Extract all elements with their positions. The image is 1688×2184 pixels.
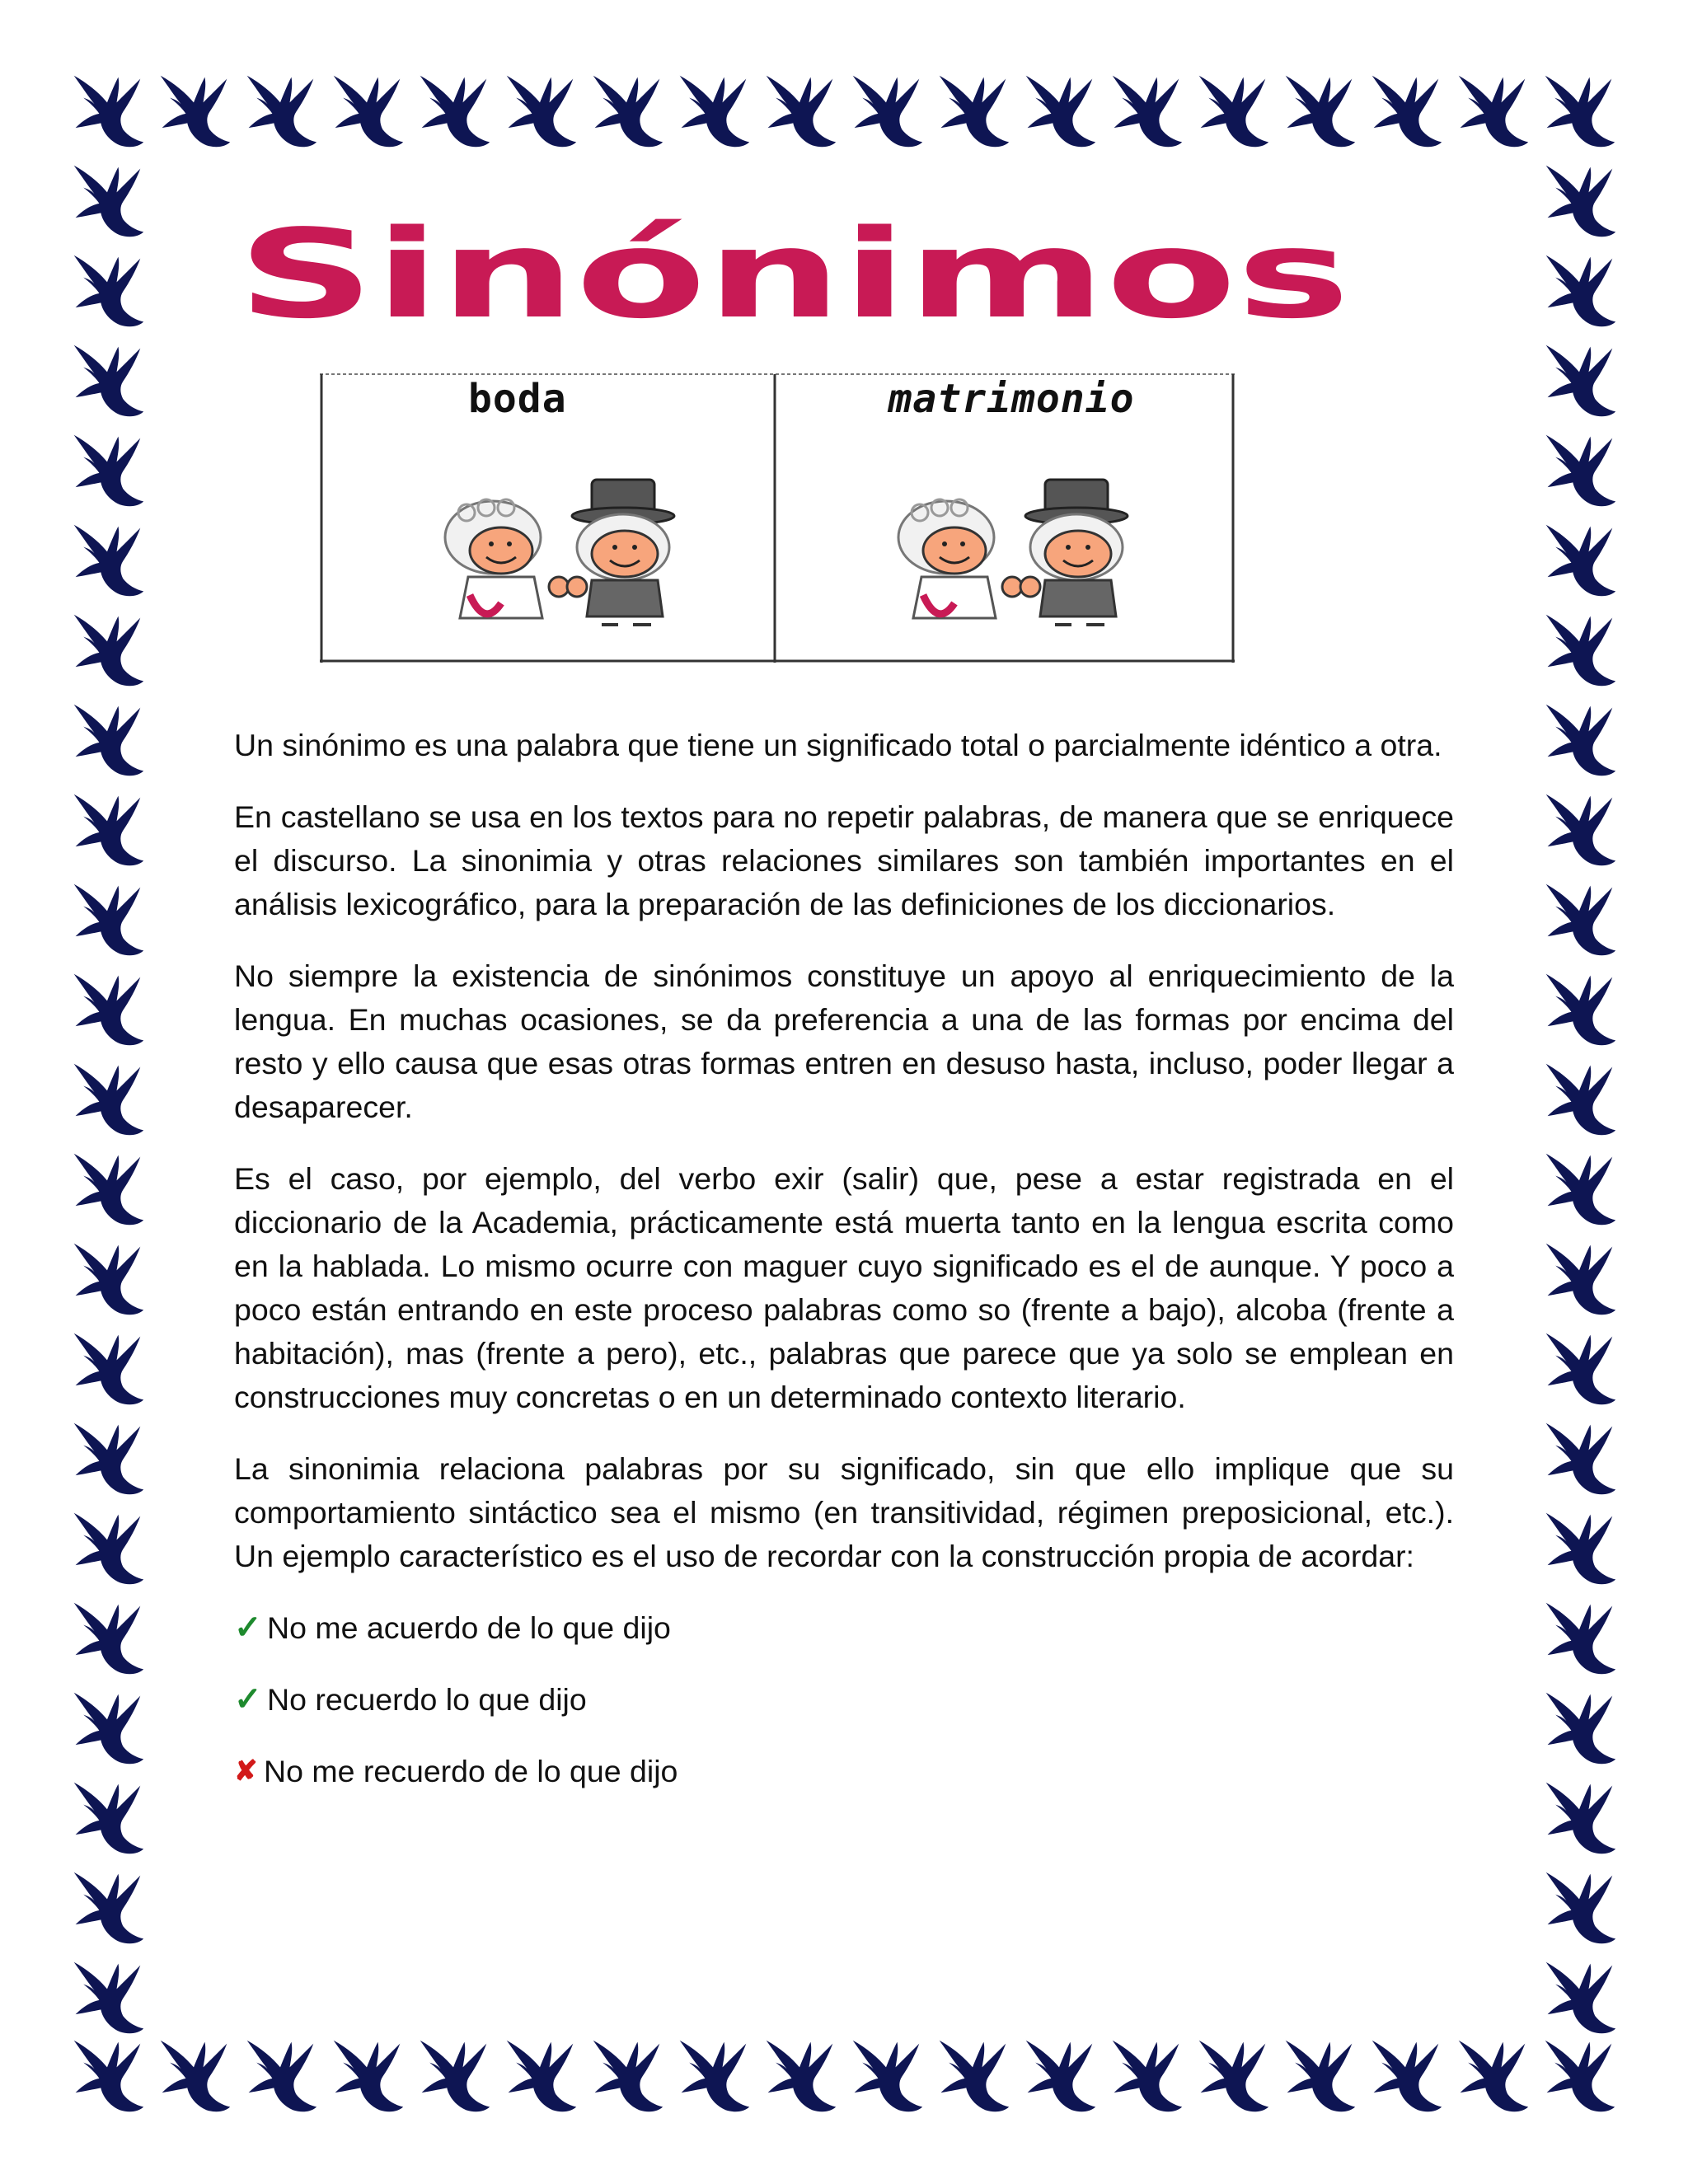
swallow-icon [161, 76, 230, 147]
article-body [234, 724, 1454, 1821]
page-title-text: Sinónimos [237, 213, 1350, 344]
swallow-icon [1546, 166, 1615, 237]
swallow-icon [74, 1513, 143, 1584]
swallow-icon [74, 76, 143, 147]
paragraph-definition: Un sinónimo es una palabra que tiene un significado total o parcialmente idéntico a otra. [234, 728, 1442, 762]
swallow-icon [1026, 2041, 1095, 2111]
swallow-icon [74, 166, 143, 237]
paragraph-disuse: No siempre la existencia de sinónimos constituye un apoyo al enriquecimiento de la lengua. En muchas ocasiones, se da preferencia a una de las formas por encima del resto y ello causa que esas otras formas entren en desuso hasta, incluso, poder llegar a desaparecer. [234, 958, 1454, 1124]
swallow-icon [680, 76, 749, 147]
cross-icon: ✘ [234, 1755, 258, 1787]
swallow-icon [74, 974, 143, 1045]
swallow-icon [853, 76, 922, 147]
swallow-icon [74, 1783, 143, 1854]
swallow-icon [1286, 76, 1355, 147]
swallow-icon [1546, 1693, 1615, 1764]
swallow-icon [1545, 76, 1615, 147]
swallow-icon [74, 615, 143, 686]
swallow-icon [1113, 2041, 1182, 2111]
swallow-icon [1546, 705, 1615, 776]
swallow-icon [1546, 1962, 1615, 2033]
swallow-icon [1546, 525, 1615, 596]
example-item [234, 1678, 1454, 1722]
swallow-icon [74, 345, 143, 416]
swallow-icon [247, 2041, 316, 2111]
swallow-icon [74, 1872, 143, 1943]
swallow-icon [767, 76, 836, 147]
example-text: No me acuerdo de lo que dijo [267, 1610, 671, 1645]
swallow-icon [507, 2041, 576, 2111]
swallow-icon [1546, 345, 1615, 416]
swallow-icon [1459, 76, 1528, 147]
example-text: No recuerdo lo que dijo [267, 1682, 587, 1717]
paragraph-examples: Es el caso, por ejemplo, del verbo exir (salir) que, pese a estar registrada en el diccionario de la Academia, prácticamente está muerta tanto en la lengua escrita como en la hablada. Lo mismo ocurre con maguer cuyo significado es el de aunque. Y poco a poco están entrando en este proceso palabras como so (frente a bajo), alcoba (frente a habitación), mas (frente a pero), etc., palabras que parece que ya solo se emplean en construcciones muy concretas o en un determinado contexto literario. [234, 1161, 1454, 1414]
swallow-icon [334, 76, 403, 147]
swallow-icon [74, 1603, 143, 1674]
page-title [234, 213, 1355, 344]
swallow-icon [74, 1244, 143, 1315]
swallow-icon [420, 2041, 490, 2111]
swallow-icon [74, 794, 143, 865]
swallow-icon [1546, 435, 1615, 506]
swallow-icon [161, 2041, 230, 2111]
swallow-icon [507, 76, 576, 147]
swallow-icon [1199, 2041, 1268, 2111]
bride-groom-illustration-left [394, 471, 740, 636]
swallow-icon [1286, 2041, 1355, 2111]
swallow-icon [940, 76, 1009, 147]
swallow-icon [1546, 974, 1615, 1045]
swallow-icon [74, 1423, 143, 1494]
check-icon: ✓ [234, 1610, 262, 1646]
swallow-icon [1546, 1154, 1615, 1225]
bride-groom-illustration-right [847, 471, 1193, 636]
swallow-icon [74, 1064, 143, 1135]
swallow-icon [74, 1154, 143, 1225]
swallow-icon [1459, 2041, 1528, 2111]
swallow-icon [1546, 1783, 1615, 1854]
swallow-icon [1546, 1872, 1615, 1943]
synonym-comparison-table [320, 373, 1235, 663]
swallow-icon [74, 255, 143, 326]
swallow-icon [593, 76, 663, 147]
swallow-icon [74, 525, 143, 596]
swallow-icon [1113, 76, 1182, 147]
swallow-icon [593, 2041, 663, 2111]
swallow-icon [74, 884, 143, 955]
paragraph-usage: En castellano se usa en los textos para no repetir palabras, de manera que se enriquece el discurso. La sinonimia y otras relaciones similares son también importantes en el análisis lexicográfico, para la preparación de las definiciones de los diccionarios. [234, 799, 1454, 921]
swallow-icon [1372, 2041, 1442, 2111]
swallow-icon [74, 435, 143, 506]
swallow-icon [1546, 615, 1615, 686]
swallow-icon [1546, 255, 1615, 326]
swallow-icon [74, 705, 143, 776]
swallow-icon [853, 2041, 922, 2111]
swallow-icon [1199, 76, 1268, 147]
swallow-icon [1546, 1423, 1615, 1494]
swallow-icon [74, 1693, 143, 1764]
swallow-icon [1546, 794, 1615, 865]
swallow-icon [74, 1333, 143, 1404]
swallow-icon [940, 2041, 1009, 2111]
swallow-icon [1372, 76, 1442, 147]
swallow-icon [680, 2041, 749, 2111]
check-icon: ✓ [234, 1681, 262, 1718]
swallow-icon [74, 1962, 143, 2033]
swallow-icon [74, 2041, 143, 2111]
swallow-icon [1026, 76, 1095, 147]
swallow-icon [1546, 884, 1615, 955]
swallow-icon [334, 2041, 403, 2111]
example-item [234, 1750, 1454, 1793]
swallow-icon [1546, 1064, 1615, 1135]
swallow-icon [1545, 2041, 1615, 2111]
swallow-icon [420, 76, 490, 147]
swallow-icon [1546, 1513, 1615, 1584]
synonym-right-label: matrimonio [888, 376, 1135, 422]
swallow-icon [1546, 1603, 1615, 1674]
swallow-icon [1546, 1333, 1615, 1404]
swallow-icon [247, 76, 316, 147]
example-text: No me recuerdo de lo que dijo [264, 1754, 678, 1788]
synonym-left-label: boda [468, 376, 567, 422]
swallow-icon [767, 2041, 836, 2111]
example-item [234, 1606, 1454, 1650]
paragraph-syntax: La sinonimia relaciona palabras por su significado, sin que ello implique que su comportamiento sintáctico sea el mismo (en transitividad, régimen preposicional, etc.). Un ejemplo característico es el uso de recordar con la construcción propia de acordar: [234, 1451, 1454, 1573]
swallow-icon [1546, 1244, 1615, 1315]
